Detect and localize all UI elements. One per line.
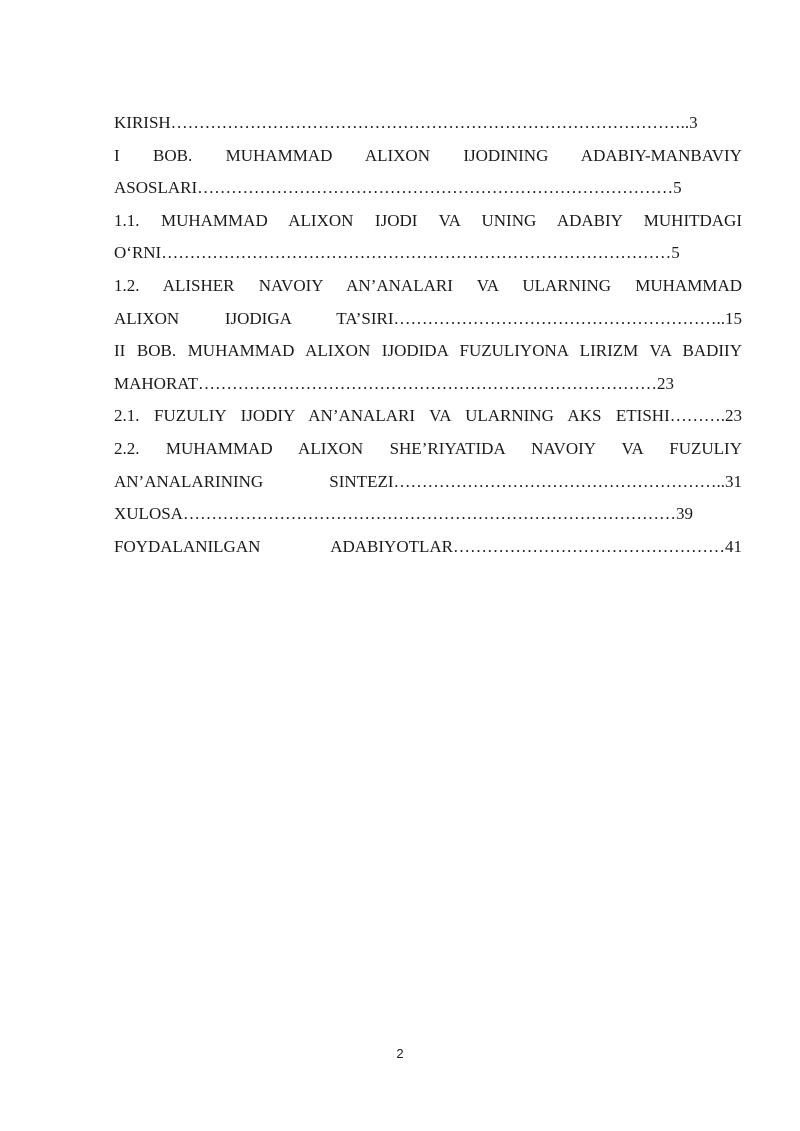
- toc-entry-xulosa: XULOSA……………………………………………………………………………39: [114, 504, 693, 524]
- toc-entry-section-1-2-line-1: 1.2. ALISHER NAVOIY AN’ANALARI VA ULARNING MUHAMMAD: [114, 275, 742, 295]
- toc-entry-chapter-1-line-2: ASOSLARI…………………………………………………………………………5: [114, 178, 682, 198]
- toc-entry-chapter-2-line-1: II BOB. MUHAMMAD ALIXON IJODIDA FUZULIYONA LIRIZM VA BADIIY: [114, 341, 742, 361]
- toc-entry-section-1-1-line-1: 1.1. MUHAMMAD ALIXON IJODI VA UNING ADABIY MUHITDAGI: [114, 210, 742, 230]
- toc-entry-section-2-2-line-1: 2.2. MUHAMMAD ALIXON SHE’RIYATIDA NAVOIY VA FUZULIY: [114, 438, 742, 458]
- toc-entry-section-1-2-line-2: ALIXON IJODIGA TA’SIRI…………………………………………………..15: [114, 308, 742, 328]
- toc-entry-section-2-2-line-2: AN’ANALARINING SINTEZI…………………………………………………..31: [114, 471, 742, 491]
- toc-entry-chapter-1-line-1: I BOB. MUHAMMAD ALIXON IJODINING ADABIY-MANBAVIY: [114, 145, 742, 165]
- toc-entry-kirish: KIRISH………………………………………………………………………………..3: [114, 113, 698, 132]
- toc-entry-bibliography: FOYDALANILGAN ADABIYOTLAR…………………………………………41: [114, 536, 742, 556]
- page-number: 2: [396, 1046, 404, 1061]
- table-of-contents: [114, 107, 742, 563]
- toc-entry-section-2-1: 2.1. FUZULIY IJODIY AN’ANALARI VA ULARNING AKS ETISHI……….23: [114, 406, 742, 426]
- toc-entry-section-1-1-line-2: O‘RNI………………………………………………………………………………5: [114, 243, 680, 263]
- toc-entry-chapter-2-line-2: MAHORAT………………………………………………………………………23: [114, 373, 675, 393]
